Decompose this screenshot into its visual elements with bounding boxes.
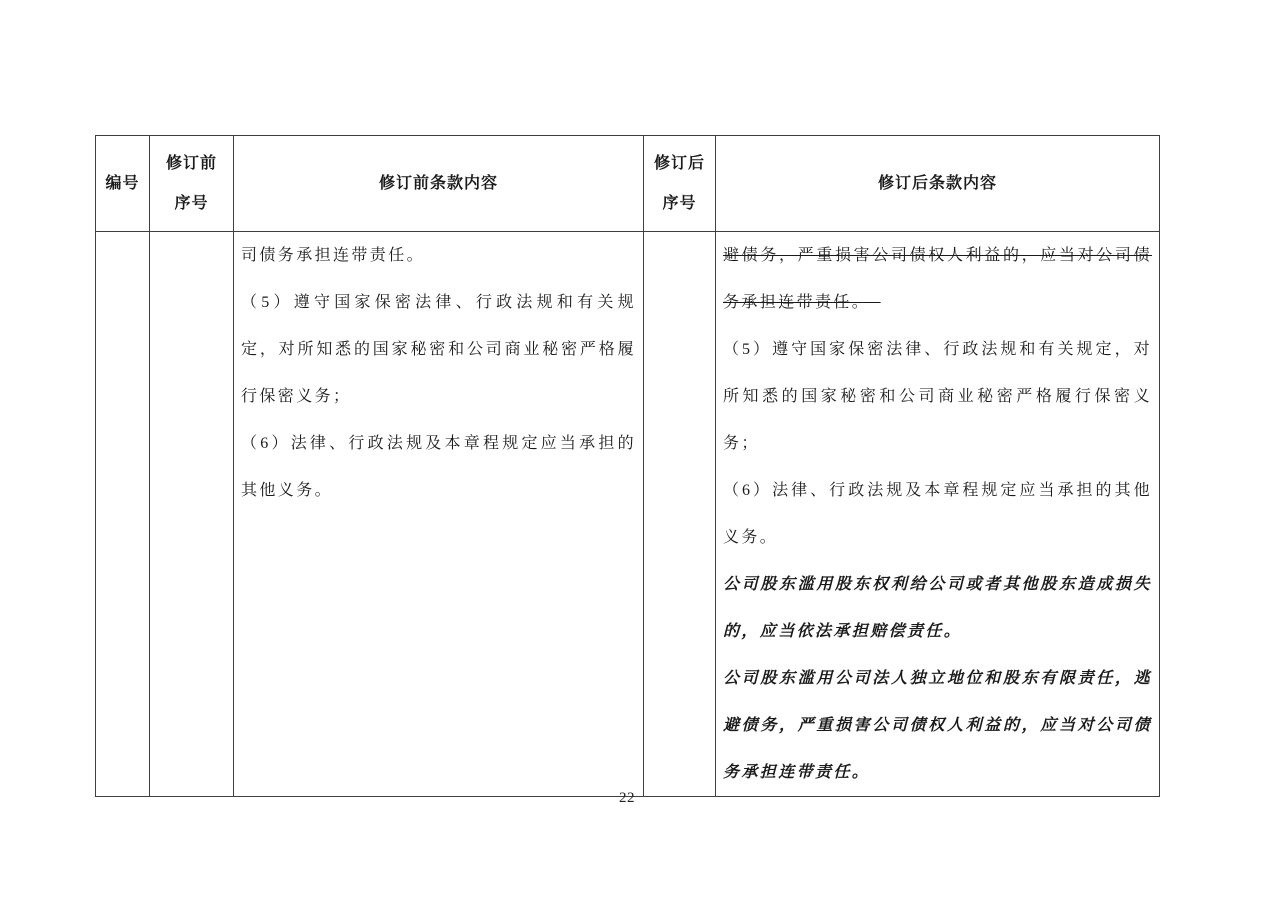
cell-pre-content [234,232,644,797]
clause-paragraph: （5）遵守国家保密法律、行政法规和有关规定，对所知悉的国家秘密和公司商业秘密严格履行保密义务； [241,294,636,405]
clause-paragraph: （5）遵守国家保密法律、行政法规和有关规定，对所知悉的国家秘密和公司商业秘密严格履行保密义务； [723,341,1152,452]
header-pre-sequence [150,136,234,232]
header-line: 修订前 [165,154,217,172]
header-pre-content [234,136,644,232]
cell-number [96,232,150,797]
clause-paragraph: 司债务承担连带责任。 [241,247,426,264]
revision-comparison-table [95,135,1160,797]
clause-paragraph: 公司股东滥用公司法人独立地位和股东有限责任，逃避债务，严重损害公司债权人利益的，应当对公司债务承担连带责任。 [723,670,1152,781]
clause-paragraph: （6）法律、行政法规及本章程规定应当承担的其他义务。 [241,435,636,499]
header-post-sequence [644,136,716,232]
clause-paragraph: 公司股东滥用股东权利给公司或者其他股东造成损失的，应当依法承担赔偿责任。 [723,576,1152,640]
cell-pre-sequence [150,232,234,797]
header-line: 修订前条款内容 [378,174,498,192]
cell-post-sequence [644,232,716,797]
header-post-content [716,136,1160,232]
header-number [96,136,150,232]
header-line: 修订后 [653,154,705,172]
table-row [96,232,1160,797]
clause-paragraph: 避债务，严重损害公司债权人利益的，应当对公司债务承担连带责任。 [723,247,1152,311]
header-line: 修订后条款内容 [877,174,997,192]
page-number: 22 [619,790,635,806]
header-line: 序号 [174,194,209,212]
header-line: 编号 [105,174,140,192]
cell-post-content [716,232,1160,797]
clause-paragraph: （6）法律、行政法规及本章程规定应当承担的其他义务。 [723,482,1152,546]
header-row [96,136,1160,232]
header-line: 序号 [662,194,697,212]
